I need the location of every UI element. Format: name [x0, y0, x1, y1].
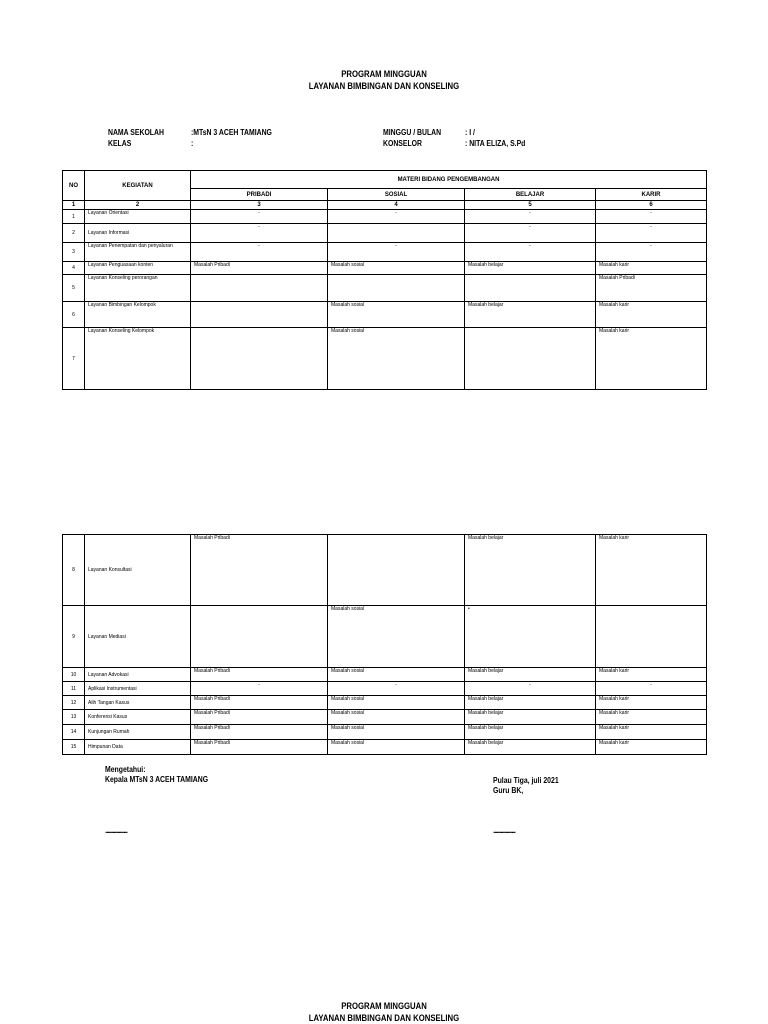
row-activity: Layanan Orientasi — [85, 210, 191, 224]
table-row — [63, 262, 707, 275]
cell-sosial: Masalah sosial — [328, 740, 465, 755]
row-no: 6 — [63, 302, 85, 328]
table-row — [63, 668, 707, 682]
cell-karir: Masalah Pribadi — [596, 275, 707, 302]
cell-sosial: Masalah sosial — [328, 262, 465, 275]
cell-karir: Masalah karir — [596, 725, 707, 740]
table-row — [63, 535, 707, 606]
cell-karir: Masalah karir — [596, 696, 707, 710]
row-activity: Layanan Konsultasi — [85, 535, 191, 606]
cell-pribadi: Masalah Pribadi — [191, 262, 328, 275]
cell-sosial — [328, 224, 465, 243]
row-activity: Layanan Penguasaan konten — [85, 262, 191, 275]
cell-sosial: Masalah sosial — [328, 328, 465, 390]
next-page-title: PROGRAM MINGGUAN — [341, 1001, 427, 1011]
next-page-subtitle: LAYANAN BIMBINGAN DAN KONSELING — [308, 1013, 460, 1023]
cell-sosial: - — [328, 243, 465, 262]
table-row — [63, 696, 707, 710]
cell-karir: Masalah karir — [596, 328, 707, 390]
teacher-title: Guru BK, — [493, 786, 524, 795]
cell-sosial — [328, 275, 465, 302]
school-value: :MTsN 3 ACEH TAMIANG — [191, 128, 272, 137]
cell-belajar: Masalah belajar — [465, 535, 596, 606]
row-no: 1 — [63, 210, 85, 224]
cell-pribadi: Masalah Pribadi — [191, 740, 328, 755]
cell-belajar: Masalah belajar — [465, 262, 596, 275]
school-label: NAMA SEKOLAH — [108, 128, 164, 137]
row-activity: Layanan Informasi — [85, 224, 191, 243]
cell-belajar: Masalah belajar — [465, 668, 596, 682]
cell-belajar: • — [465, 606, 596, 668]
table-row — [63, 302, 707, 328]
row-activity: Layanan Penempatan dan penyaluran — [85, 243, 191, 262]
cell-karir: Masalah karir — [596, 302, 707, 328]
row-no: 5 — [63, 275, 85, 302]
table-row — [63, 328, 707, 390]
table-row — [63, 275, 707, 302]
cell-pribadi: - — [191, 224, 328, 243]
header-no: NO — [63, 171, 85, 201]
cell-karir: Masalah karir — [596, 668, 707, 682]
col-number: 4 — [328, 201, 465, 210]
cell-belajar: Masalah belajar — [465, 302, 596, 328]
cell-karir: Masalah karir — [596, 710, 707, 725]
cell-sosial: Masalah sosial — [328, 606, 465, 668]
cell-pribadi: Masalah Pribadi — [191, 710, 328, 725]
cell-pribadi: - — [191, 243, 328, 262]
cell-sosial: Masalah sosial — [328, 668, 465, 682]
row-activity: Konferensi Kasus — [85, 710, 191, 725]
row-no: 11 — [63, 682, 85, 696]
cell-pribadi — [191, 328, 328, 390]
header-activity: KEGIATAN — [85, 171, 191, 201]
table-row — [63, 243, 707, 262]
counselor-value: : NITA ELIZA, S.Pd — [465, 139, 526, 148]
row-no: 8 — [63, 535, 85, 606]
cell-karir — [596, 606, 707, 668]
header-group: MATERI BIDANG PENGEMBANGAN — [191, 171, 707, 189]
cell-belajar — [465, 275, 596, 302]
cell-belajar: Masalah belajar — [465, 710, 596, 725]
cell-karir: - — [596, 682, 707, 696]
cell-sosial: Masalah sosial — [328, 710, 465, 725]
row-no: 10 — [63, 668, 85, 682]
cell-karir: Masalah karir — [596, 262, 707, 275]
row-no: 4 — [63, 262, 85, 275]
cell-karir: Masalah karir — [596, 740, 707, 755]
head-title: Kepala MTsN 3 ACEH TAMIANG — [105, 775, 209, 784]
table-row — [63, 606, 707, 668]
row-activity: Alih Tangan Kasus — [85, 696, 191, 710]
table-row — [63, 682, 707, 696]
acknowledged-label: Mengetahui: — [105, 765, 146, 774]
table-row — [63, 710, 707, 725]
cell-karir: - — [596, 210, 707, 224]
cell-pribadi: - — [191, 682, 328, 696]
teacher-signature-blank: .................. — [493, 826, 516, 835]
program-table-1 — [62, 170, 707, 390]
cell-karir: - — [596, 224, 707, 243]
col-number: 1 — [63, 201, 85, 210]
row-activity: Kunjungan Rumah — [85, 725, 191, 740]
cell-belajar: Masalah belajar — [465, 696, 596, 710]
page-subtitle: LAYANAN BIMBINGAN DAN KONSELING — [308, 81, 460, 91]
counselor-label: KONSELOR — [383, 139, 422, 148]
row-activity: Aplikasi Instrumentasi — [85, 682, 191, 696]
header-sosial: SOSIAL — [328, 189, 465, 201]
row-no: 14 — [63, 725, 85, 740]
row-no: 7 — [63, 328, 85, 390]
row-activity: Layanan Konseling Kelompok — [85, 328, 191, 390]
row-no: 12 — [63, 696, 85, 710]
program-table-2 — [62, 534, 707, 755]
cell-pribadi: - — [191, 210, 328, 224]
header-belajar: BELAJAR — [465, 189, 596, 201]
row-no: 2 — [63, 224, 85, 243]
row-no: 13 — [63, 710, 85, 725]
table-row — [63, 725, 707, 740]
page-title: PROGRAM MINGGUAN — [341, 69, 427, 79]
header-karir: KARIR — [596, 189, 707, 201]
row-activity: Layanan Bimbingan Kelompok — [85, 302, 191, 328]
place-date: Pulau Tiga, juli 2021 — [493, 776, 559, 785]
cell-belajar: - — [465, 243, 596, 262]
week-label: MINGGU / BULAN — [383, 128, 442, 137]
row-activity: Layanan Konseling perorangan — [85, 275, 191, 302]
table-row — [63, 224, 707, 243]
cell-belajar: Masalah belajar — [465, 740, 596, 755]
cell-karir: Masalah karir — [596, 535, 707, 606]
cell-pribadi — [191, 275, 328, 302]
cell-belajar: - — [465, 682, 596, 696]
cell-pribadi: Masalah Pribadi — [191, 725, 328, 740]
cell-sosial — [328, 535, 465, 606]
row-activity: Himpunan Data — [85, 740, 191, 755]
cell-pribadi — [191, 302, 328, 328]
row-no: 15 — [63, 740, 85, 755]
cell-sosial: Masalah sosial — [328, 302, 465, 328]
cell-sosial: Masalah sosial — [328, 696, 465, 710]
cell-pribadi: Masalah Pribadi — [191, 668, 328, 682]
col-number: 2 — [85, 201, 191, 210]
row-no: 3 — [63, 243, 85, 262]
cell-sosial: Masalah sosial — [328, 725, 465, 740]
cell-karir: - — [596, 243, 707, 262]
cell-pribadi: Masalah Pribadi — [191, 696, 328, 710]
row-no: 9 — [63, 606, 85, 668]
cell-pribadi — [191, 606, 328, 668]
cell-belajar: Masalah belajar — [465, 725, 596, 740]
col-number: 6 — [596, 201, 707, 210]
cell-pribadi: Masalah Pribadi — [191, 535, 328, 606]
table-row — [63, 740, 707, 755]
cell-belajar: - — [465, 224, 596, 243]
cell-sosial: - — [328, 682, 465, 696]
col-number: 5 — [465, 201, 596, 210]
cell-sosial: - — [328, 210, 465, 224]
class-label: KELAS — [108, 139, 132, 148]
week-value: : I / — [465, 128, 475, 137]
col-number: 3 — [191, 201, 328, 210]
row-activity: Layanan Mediasi — [85, 606, 191, 668]
row-activity: Layanan Advokasi — [85, 668, 191, 682]
cell-belajar — [465, 328, 596, 390]
table-row — [63, 210, 707, 224]
cell-belajar: - — [465, 210, 596, 224]
header-pribadi: PRIBADI — [191, 189, 328, 201]
class-value: : — [191, 139, 194, 148]
head-signature-blank: .................. — [105, 826, 128, 835]
